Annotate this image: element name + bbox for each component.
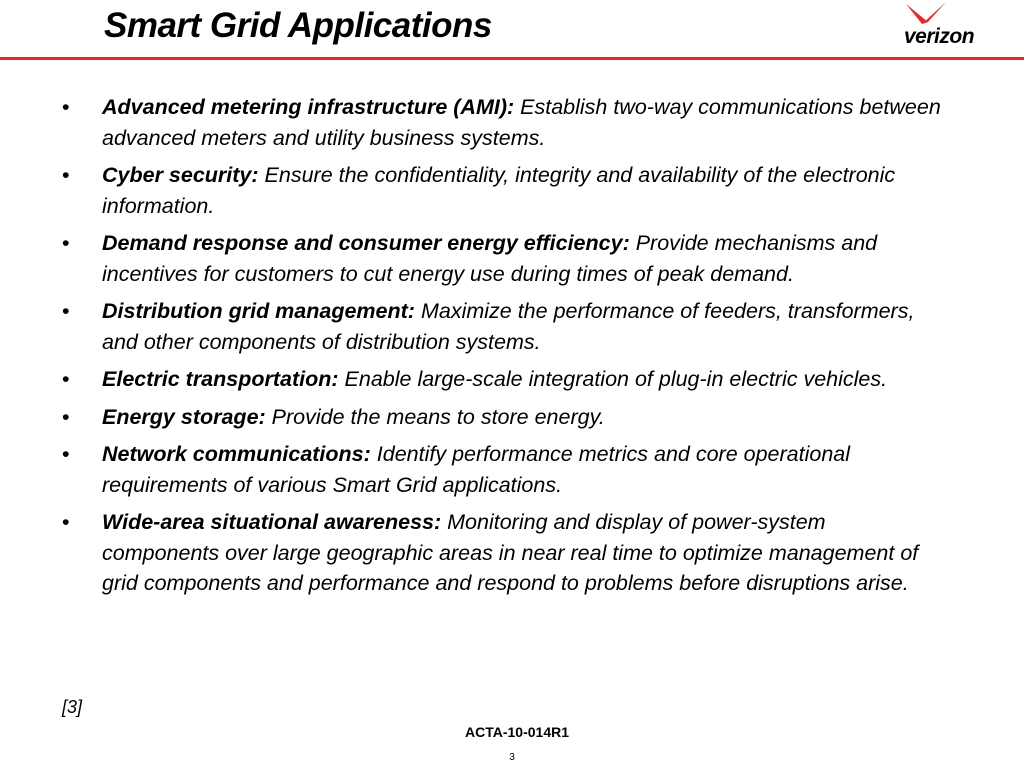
item-description: Provide the means to store energy. (271, 404, 605, 429)
item-description: Provide mechanisms and incentives for customers to cut energy use during times of peak demand. (102, 231, 878, 286)
item-description: Identify performance metrics and core operational requirements of various Smart Grid applications. (102, 442, 851, 497)
item-description: Establish two-way communications between advanced meters and utility business systems. (102, 95, 941, 150)
item-term: Electric transportation: (102, 367, 339, 391)
bullet-marker: • (62, 442, 70, 466)
item-term: Advanced metering infrastructure (AMI): (102, 95, 515, 119)
footer-document-code: ACTA-10-014R1 (465, 724, 569, 740)
bullet-marker: • (62, 299, 70, 323)
verizon-logo (898, 0, 1018, 56)
item-term: Energy storage: (102, 404, 266, 429)
bullet-marker: • (62, 231, 70, 255)
item-description: Enable large-scale integration of plug-in electric vehicles. (344, 367, 888, 391)
item-term: Wide-area situational awareness: (102, 510, 442, 534)
item-description: Monitoring and display of power-system components over large geographic areas in near real time to optimize management of grid components and performance and respond to problems before disruptions arise. (102, 510, 919, 595)
bullet-list (62, 92, 942, 606)
list-item (62, 439, 942, 500)
list-item (62, 364, 942, 395)
page-number: 3 (509, 752, 515, 763)
bullet-marker: • (62, 163, 70, 187)
list-item (62, 228, 942, 289)
list-item (62, 160, 942, 221)
item-term: Cyber security: (102, 163, 259, 187)
item-term: Network communications: (102, 442, 371, 466)
bullet-marker: • (62, 95, 70, 119)
list-item (62, 507, 942, 599)
bullet-marker: • (62, 404, 70, 429)
slide-title: Smart Grid Applications (104, 6, 492, 45)
bullet-marker: • (62, 510, 70, 534)
item-description: Maximize the performance of feeders, transformers, and other components of distribution systems. (102, 299, 915, 354)
citation-reference: [3] (62, 697, 83, 717)
list-item (62, 402, 942, 433)
list-item (62, 92, 942, 153)
item-description: Ensure the confidentiality, integrity and availability of the electronic information. (102, 163, 896, 218)
item-term: Distribution grid management: (102, 299, 415, 323)
logo-wordmark: verizon (904, 25, 975, 48)
bullet-marker: • (62, 367, 70, 391)
list-item (62, 296, 942, 357)
title-divider (0, 57, 1024, 60)
item-term: Demand response and consumer energy efficiency: (102, 231, 630, 255)
